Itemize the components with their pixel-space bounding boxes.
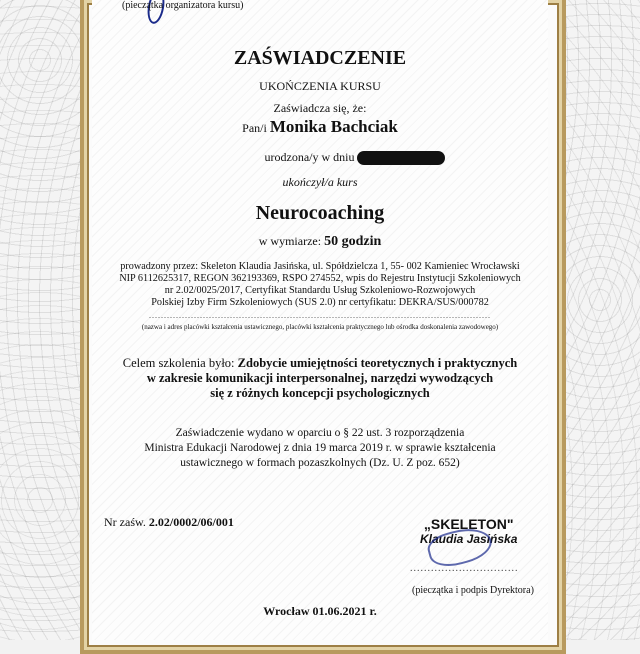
- goal: [92, 356, 548, 401]
- sign-dots: ...............................: [410, 563, 519, 574]
- certifies-text: Zaświadcza się, że:: [273, 101, 367, 115]
- redacted-date: [357, 151, 445, 165]
- born-label: urodzona/y w dniu: [264, 150, 355, 164]
- nr-label: Nr zaśw.: [104, 515, 146, 529]
- completed-text: ukończył/a kurs: [282, 175, 358, 189]
- name-prefix: Pan/i: [242, 121, 267, 135]
- hours-value: 50 godzin: [324, 234, 382, 249]
- sign-caption: (pieczątka i podpis Dyrektora): [412, 585, 534, 596]
- seal-name: „SKELETON": [423, 516, 514, 532]
- subtitle: UKOŃCZENIA KURSU: [259, 79, 381, 93]
- goal-line: się z różnych koncepcji psychologicznych: [210, 386, 430, 400]
- provider-caption: (nazwa i adres placówki kształcenia ustawicznego, placówki kształcenia praktycznego lub ośrodka doskonalenia zawodowego): [141, 323, 499, 331]
- legal-line: ustawicznego w formach pozaszkolnych (Dz. U. Z poz. 652): [180, 457, 460, 469]
- legal-line: Zaświadczenie wydano w oparciu o § 22 ust. 3 rozporządzenia: [175, 427, 465, 439]
- provider-info: [92, 261, 548, 309]
- provider-dots: ..................................................................................................................: [149, 311, 491, 320]
- course-name: Neurocoaching: [255, 202, 385, 224]
- nr-value: 2.02/0002/06/001: [148, 515, 234, 529]
- provider-line: nr 2.02/0025/2017, Certyfikat Standardu Usług Szkoleniowo-Rozwojowych: [164, 285, 476, 296]
- goal-line: w zakresie komunikacji interpersonalnej, narzędzi wywodzących: [146, 371, 494, 385]
- certificate-number: [104, 515, 234, 529]
- stamp-caption: (pieczątka organizatora kursu): [122, 0, 244, 11]
- birth-line: [92, 149, 548, 165]
- recipient: [92, 117, 548, 138]
- goal-label: Celem szkolenia było:: [122, 356, 235, 370]
- provider-line: prowadzony przez: Skeleton Klaudia Jasińska, ul. Spółdzielcza 1, 55- 002 Kamieniec Wrocławski: [120, 261, 520, 272]
- legal-line: Ministra Edukacji Narodowej z dnia 19 marca 2019 r. w sprawie kształcenia: [144, 442, 496, 454]
- hours-label: w wymiarze:: [258, 234, 322, 248]
- seal-person: Klaudia Jasińska: [420, 532, 518, 546]
- provider-line: Polskiej Izby Firm Szkoleniowych (SUS 2.0) nr certyfikatu: DEKRA/SUS/000782: [151, 297, 489, 308]
- title: ZAŚWIADCZENIE: [233, 47, 407, 69]
- hours-line: [92, 233, 548, 250]
- recipient-name: Monika Bachciak: [269, 117, 398, 136]
- place-date: Wrocław 01.06.2021 r.: [263, 604, 377, 618]
- goal-line: Zdobycie umiejętności teoretycznych i praktycznych: [237, 356, 518, 370]
- legal-basis: [92, 426, 548, 471]
- provider-line: NIP 6112625317, REGON 362193369, RSPO 274552, wpis do Rejestru Instytucji Szkoleniowych: [119, 273, 521, 284]
